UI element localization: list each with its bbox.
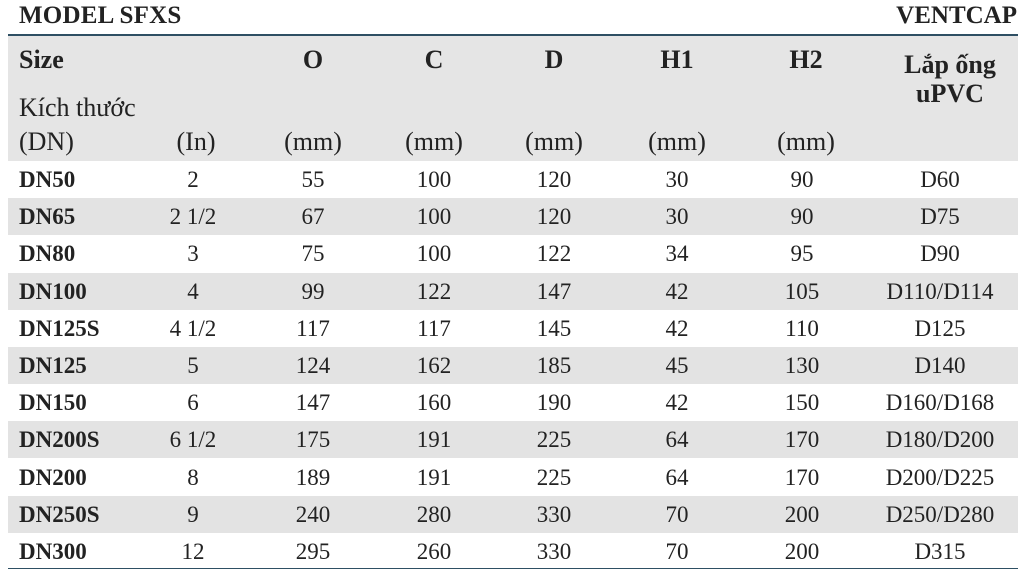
size-cell: DN250S	[19, 501, 100, 527]
pipe-cell: D75	[920, 204, 960, 230]
pipe-cell: D110/D114	[886, 278, 994, 304]
size-cell: DN200	[19, 464, 87, 490]
table-row	[8, 421, 1018, 458]
c-cell: 100	[416, 167, 452, 192]
pipe-cell: D90	[920, 241, 960, 267]
inch-cell: 12	[181, 539, 205, 564]
d-cell: 225	[536, 427, 572, 453]
header-c-unit: (mm)	[405, 127, 463, 156]
o-cell: 117	[296, 315, 330, 341]
h1-cell: 64	[665, 464, 689, 490]
table-row	[8, 384, 1018, 421]
bottom-divider	[8, 568, 1018, 569]
d-cell: 330	[536, 501, 572, 527]
header-o: O	[302, 45, 324, 74]
table-row	[8, 161, 1018, 198]
inch-cell: 6	[187, 390, 199, 416]
d-cell: 120	[536, 167, 572, 192]
header-in-unit: (In)	[176, 127, 216, 156]
d-cell: 225	[536, 464, 572, 490]
inch-cell: 4 1/2	[169, 315, 217, 341]
o-cell: 99	[301, 278, 325, 304]
pipe-cell: D60	[920, 167, 960, 192]
size-cell: DN200S	[19, 427, 100, 453]
h2-cell: 105	[784, 278, 820, 304]
pipe-cell: D180/D200	[885, 427, 995, 453]
header-size-subtitle: Kích thước	[19, 93, 136, 122]
d-cell: 145	[536, 315, 572, 341]
h2-cell: 110	[785, 315, 819, 341]
table-row	[8, 496, 1018, 533]
inch-cell: 2 1/2	[169, 204, 217, 230]
size-cell: DN50	[19, 167, 76, 192]
pipe-cell: D250/D280	[885, 501, 995, 527]
table-row	[8, 235, 1018, 272]
d-cell: 185	[536, 353, 572, 378]
header-dn-unit: (DN)	[19, 127, 74, 156]
o-cell: 175	[295, 427, 331, 453]
c-cell: 191	[416, 464, 452, 490]
c-cell: 160	[416, 390, 452, 416]
h2-cell: 200	[784, 501, 820, 527]
c-cell: 191	[416, 427, 452, 453]
h2-cell: 200	[784, 539, 820, 564]
h1-cell: 70	[665, 539, 689, 564]
header-pipe-fitting: Lắp ống	[904, 50, 996, 79]
o-cell: 55	[301, 167, 325, 192]
o-cell: 240	[295, 501, 331, 527]
c-cell: 100	[416, 204, 452, 230]
table-row	[8, 533, 1018, 570]
brand-name: VENTCAP	[896, 2, 1017, 29]
model-title: MODEL SFXS	[19, 2, 182, 29]
d-cell: 147	[536, 278, 572, 304]
d-cell: 120	[536, 204, 572, 230]
header-d: D	[544, 45, 564, 74]
c-cell: 162	[416, 353, 452, 378]
o-cell: 67	[301, 204, 325, 230]
pipe-cell: D200/D225	[885, 464, 995, 490]
d-cell: 122	[536, 241, 572, 267]
o-cell: 295	[295, 539, 331, 564]
c-cell: 100	[416, 241, 452, 267]
d-cell: 190	[536, 390, 572, 416]
header-h2-unit: (mm)	[777, 127, 835, 156]
h1-cell: 34	[665, 241, 689, 267]
pipe-cell: D160/D168	[885, 390, 995, 416]
h1-cell: 45	[665, 353, 689, 378]
table-row	[8, 459, 1018, 496]
inch-cell: 6 1/2	[169, 427, 217, 453]
h1-cell: 42	[665, 315, 689, 341]
h1-cell: 64	[665, 427, 689, 453]
o-cell: 124	[295, 353, 331, 378]
h2-cell: 150	[784, 390, 820, 416]
header-o-unit: (mm)	[284, 127, 342, 156]
h2-cell: 170	[784, 427, 820, 453]
o-cell: 147	[295, 390, 331, 416]
header-pipe-material: uPVC	[916, 79, 984, 108]
size-cell: DN65	[19, 204, 76, 230]
h2-cell: 130	[784, 353, 820, 378]
h1-cell: 42	[665, 278, 689, 304]
inch-cell: 4	[187, 278, 199, 304]
inch-cell: 3	[187, 241, 199, 267]
h2-cell: 90	[790, 167, 814, 192]
header-h2: H2	[789, 45, 823, 74]
size-cell: DN125S	[19, 315, 100, 341]
pipe-cell: D125	[914, 315, 966, 341]
table-row	[8, 347, 1018, 384]
size-cell: DN300	[19, 539, 87, 564]
d-cell: 330	[536, 539, 572, 564]
o-cell: 189	[295, 464, 331, 490]
size-cell: DN80	[19, 241, 76, 267]
h2-cell: 170	[784, 464, 820, 490]
table-row	[8, 273, 1018, 310]
h1-cell: 42	[665, 390, 689, 416]
header-size: Size	[19, 45, 64, 74]
c-cell: 122	[416, 278, 452, 304]
table-row	[8, 310, 1018, 347]
h2-cell: 95	[790, 241, 814, 267]
h1-cell: 30	[665, 167, 689, 192]
o-cell: 75	[301, 241, 325, 267]
inch-cell: 2	[187, 167, 199, 192]
h1-cell: 70	[665, 501, 689, 527]
inch-cell: 5	[187, 353, 199, 378]
header-c: C	[424, 45, 444, 74]
size-cell: DN100	[19, 278, 87, 304]
pipe-cell: D315	[914, 539, 966, 564]
inch-cell: 8	[187, 464, 199, 490]
inch-cell: 9	[187, 501, 199, 527]
header-h1-unit: (mm)	[648, 127, 706, 156]
header-d-unit: (mm)	[525, 127, 583, 156]
size-cell: DN150	[19, 390, 87, 416]
h2-cell: 90	[790, 204, 814, 230]
c-cell: 260	[416, 539, 452, 564]
header-h1: H1	[660, 45, 694, 74]
h1-cell: 30	[665, 204, 689, 230]
table-row	[8, 198, 1018, 235]
pipe-cell: D140	[914, 353, 966, 378]
size-cell: DN125	[19, 353, 87, 378]
c-cell: 117	[417, 315, 451, 341]
c-cell: 280	[416, 501, 452, 527]
